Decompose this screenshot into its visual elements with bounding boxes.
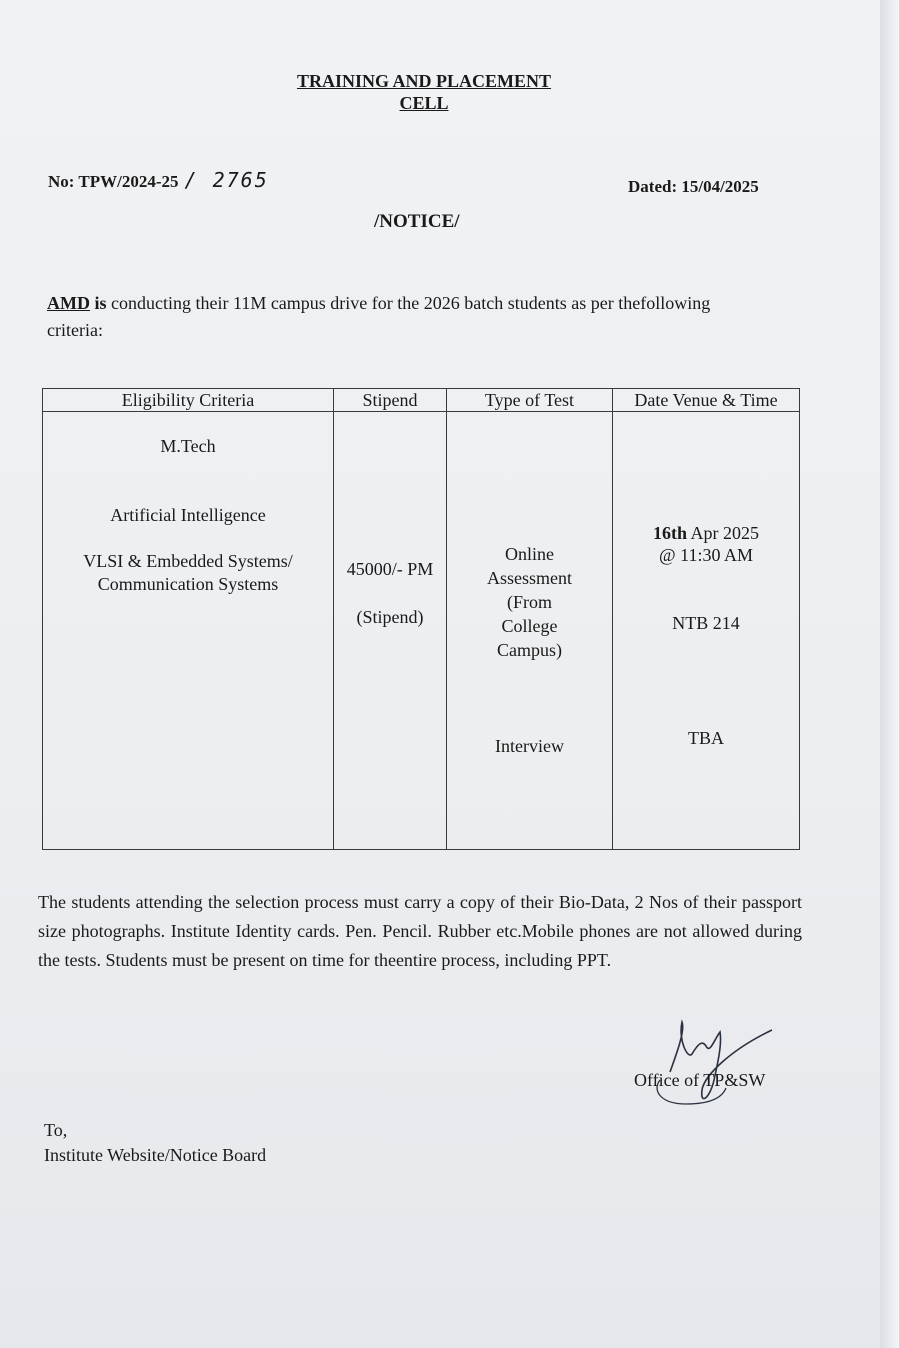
- signature-mark: [630, 1010, 790, 1110]
- test-campus: Campus): [497, 640, 562, 660]
- stipend-amount: 45000/- PM: [346, 559, 434, 579]
- table-header-row: [43, 389, 800, 412]
- schedule-venue: NTB 214: [672, 613, 740, 633]
- schedule-cell: [613, 412, 800, 850]
- intro-is: is: [90, 293, 107, 313]
- table-row: [43, 412, 800, 850]
- branch-comm: Communication Systems: [97, 574, 279, 594]
- recipient-block: [44, 1118, 266, 1168]
- recipient-to: To,: [44, 1120, 68, 1140]
- schedule-date: [613, 521, 799, 545]
- schedule-interview: TBA: [688, 728, 724, 748]
- schedule-month-year: Apr 2025: [687, 523, 759, 543]
- test-college: College: [501, 616, 558, 636]
- schedule-day: 16th: [652, 523, 687, 543]
- schedule-time: @ 11:30 AM: [659, 545, 753, 565]
- document-heading: [283, 70, 565, 114]
- header-test-type: Type of Test: [447, 389, 613, 412]
- header-eligibility: Eligibility Criteria: [43, 389, 334, 412]
- test-assessment: Assessment: [487, 568, 572, 588]
- intro-paragraph: [47, 290, 757, 344]
- company-name: AMD: [47, 293, 90, 313]
- branch-ai: Artificial Intelligence: [110, 505, 266, 525]
- reference-number: [48, 168, 269, 192]
- heading-line-1: TRAINING AND PLACEMENT: [296, 71, 552, 91]
- heading-line-2: CELL: [399, 93, 449, 113]
- stipend-cell: [334, 412, 447, 850]
- reference-handwritten: / 2765: [184, 168, 269, 192]
- branch-vlsi: VLSI & Embedded Systems/: [83, 551, 293, 571]
- recipient-destination: Institute Website/Notice Board: [44, 1145, 267, 1165]
- degree: M.Tech: [160, 436, 216, 456]
- test-from: (From: [507, 592, 552, 612]
- paper-edge: [880, 0, 899, 1348]
- reference-printed: No: TPW/2024-25: [48, 172, 179, 191]
- intro-text: conducting their 11M campus drive for the 2026 batch students as per thefollowing criteria:: [47, 293, 711, 340]
- test-interview: Interview: [495, 736, 564, 756]
- notice-title: /NOTICE/: [374, 211, 460, 232]
- header-date-venue: Date Venue & Time: [613, 389, 800, 412]
- date-line: Dated: 15/04/2025: [628, 177, 759, 196]
- eligibility-cell: [43, 412, 334, 850]
- header-stipend: Stipend: [334, 389, 447, 412]
- stipend-note: (Stipend): [356, 607, 424, 627]
- criteria-table: [42, 388, 800, 850]
- signatory-office: Office of TP&SW: [634, 1070, 766, 1090]
- test-online: Online: [505, 544, 554, 564]
- test-type-cell: [447, 412, 613, 850]
- instructions-paragraph: The students attending the selection process must carry a copy of their Bio-Data, 2 Nos of their passport size photographs. Institute Identity cards. Pen. Pencil. Rubber etc.Mobile phones are not allowed during the tests. Students must be present on time for theentire process, including PPT.: [38, 892, 802, 970]
